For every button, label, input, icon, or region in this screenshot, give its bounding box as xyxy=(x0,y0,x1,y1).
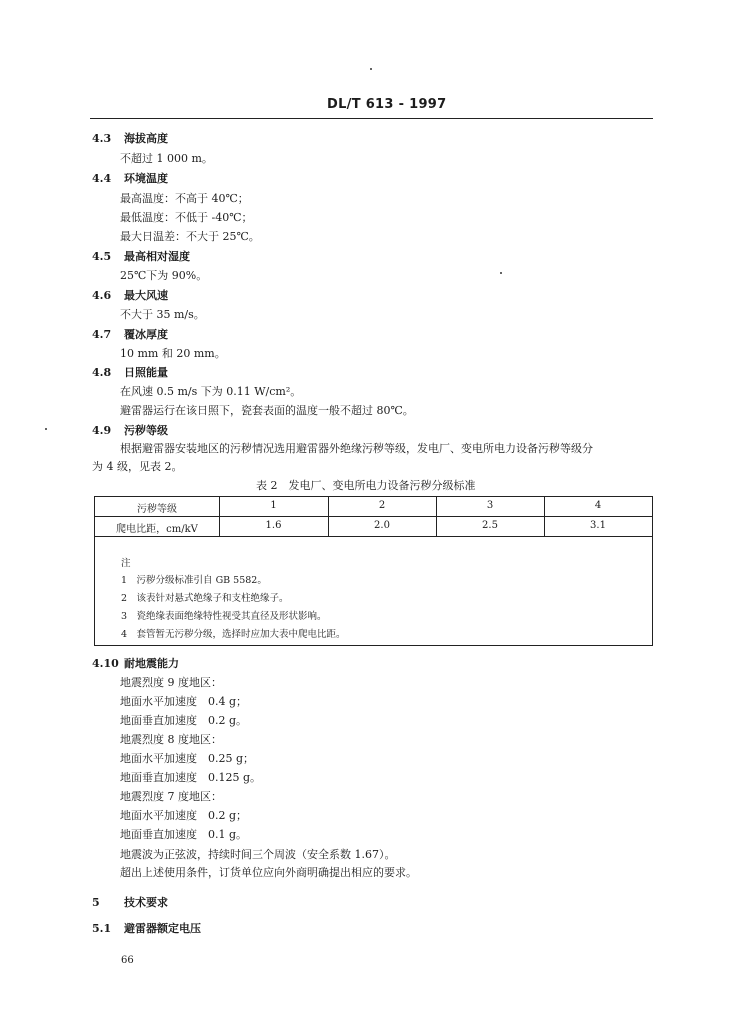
section-title: 覆冰厚度 xyxy=(124,328,168,341)
header-rule xyxy=(90,118,653,119)
section-number: 4.8 xyxy=(92,366,112,379)
scan-speck xyxy=(370,68,372,70)
section-4-10-line: 地面垂直加速度 0.1 g。 xyxy=(120,828,248,841)
section-4-7-text: 10 mm 和 20 mm。 xyxy=(120,347,226,360)
section-title: 污秽等级 xyxy=(124,424,168,437)
section-title: 避雷器额定电压 xyxy=(124,922,201,935)
section-4-8-heading xyxy=(92,366,168,380)
section-number: 5.1 xyxy=(92,922,112,935)
section-4-10-line: 地面水平加速度 0.2 g； xyxy=(120,809,248,822)
section-4-10-line: 地震波为正弦波，持续时间三个周波（安全系数 1.67）。 xyxy=(120,848,396,861)
section-title: 环境温度 xyxy=(124,172,168,185)
table-note-1: 1 污秽分级标准引自 GB 5582。 xyxy=(121,575,267,586)
table-value-3: 2.5 xyxy=(482,520,498,531)
table-row-divider xyxy=(95,536,652,537)
section-number: 4.4 xyxy=(92,172,112,185)
section-4-6-heading xyxy=(92,289,168,303)
page-number: 66 xyxy=(121,955,134,966)
section-title: 日照能量 xyxy=(124,366,168,379)
section-4-6-text: 不大于 35 m/s。 xyxy=(120,308,205,321)
table-row-divider xyxy=(95,516,652,517)
scan-speck xyxy=(45,428,47,430)
section-4-4-text-3: 最大日温差：不大于 25℃。 xyxy=(120,230,260,243)
section-4-4-text-2: 最低温度：不低于 -40℃； xyxy=(120,211,253,224)
section-title: 最大风速 xyxy=(124,289,168,302)
standard-code: DL/T 613 - 1997 xyxy=(327,97,447,112)
table-value-1: 1.6 xyxy=(265,520,282,531)
section-title: 海拔高度 xyxy=(124,132,168,145)
section-5-1-heading xyxy=(92,922,201,936)
section-4-8-text-2: 避雷器运行在该日照下，瓷套表面的温度一般不超过 80℃。 xyxy=(120,404,414,417)
section-4-10-heading xyxy=(92,657,179,671)
section-number: 4.7 xyxy=(92,328,112,341)
section-4-9-heading xyxy=(92,424,168,438)
section-4-5-heading xyxy=(92,250,190,264)
section-number: 4.9 xyxy=(92,424,112,437)
table-2-title: 表 2 发电厂、变电所电力设备污秽分级标准 xyxy=(256,479,476,492)
section-4-10-line: 超出上述使用条件，订货单位应向外商明确提出相应的要求。 xyxy=(120,866,417,879)
section-title: 技术要求 xyxy=(124,896,168,909)
table-value-2: 2.0 xyxy=(374,520,390,531)
section-4-3-text: 不超过 1 000 m。 xyxy=(120,152,213,165)
section-4-10-line: 地面垂直加速度 0.2 g。 xyxy=(120,714,248,727)
table-level-2: 2 xyxy=(378,500,386,511)
section-4-4-heading xyxy=(92,172,168,186)
table-level-4: 4 xyxy=(594,500,602,511)
section-title: 耐地震能力 xyxy=(124,657,179,670)
section-number: 4.10 xyxy=(92,657,119,670)
table-note-title: 注 xyxy=(121,558,131,569)
table-header-label: 污秽等级 xyxy=(137,504,177,515)
table-row-label: 爬电比距，cm/kV xyxy=(116,524,198,535)
table-2 xyxy=(94,496,653,646)
scan-speck xyxy=(500,272,502,274)
section-4-10-line: 地面垂直加速度 0.125 g。 xyxy=(120,771,262,784)
table-note-4: 4 套管暂无污秽分级，选择时应加大表中爬电比距。 xyxy=(121,629,346,640)
section-4-7-heading xyxy=(92,328,168,342)
table-note-3: 3 瓷绝缘表面绝缘特性视受其直径及形状影响。 xyxy=(121,611,327,622)
section-4-5-text: 25℃下为 90%。 xyxy=(120,269,208,282)
table-level-3: 3 xyxy=(486,500,494,511)
section-number: 4.3 xyxy=(92,132,112,145)
section-5-heading xyxy=(92,896,168,910)
section-4-10-line: 地面水平加速度 0.4 g； xyxy=(120,695,248,708)
section-number: 5 xyxy=(92,896,100,909)
table-note-2: 2 该表针对悬式绝缘子和支柱绝缘子。 xyxy=(121,593,289,604)
section-4-8-text-1: 在风速 0.5 m/s 下为 0.11 W/cm²。 xyxy=(120,385,302,398)
section-4-10-line: 地震烈度 8 度地区： xyxy=(120,733,222,746)
section-4-10-line: 地震烈度 9 度地区： xyxy=(120,676,222,689)
section-number: 4.5 xyxy=(92,250,112,263)
table-value-4: 3.1 xyxy=(590,520,606,531)
section-4-9-text-1: 根据避雷器安装地区的污秽情况选用避雷器外绝缘污秽等级，发电厂、变电所电力设备污秽等级分 xyxy=(120,442,593,455)
section-4-3-heading xyxy=(92,132,168,146)
section-title: 最高相对湿度 xyxy=(124,250,190,263)
table-level-1: 1 xyxy=(270,500,277,511)
section-number: 4.6 xyxy=(92,289,112,302)
section-4-9-text-2: 为 4 级，见表 2。 xyxy=(92,460,183,473)
section-4-10-line: 地震烈度 7 度地区： xyxy=(120,790,222,803)
section-4-10-line: 地面水平加速度 0.25 g； xyxy=(120,752,255,765)
section-4-4-text-1: 最高温度：不高于 40℃； xyxy=(120,192,249,205)
